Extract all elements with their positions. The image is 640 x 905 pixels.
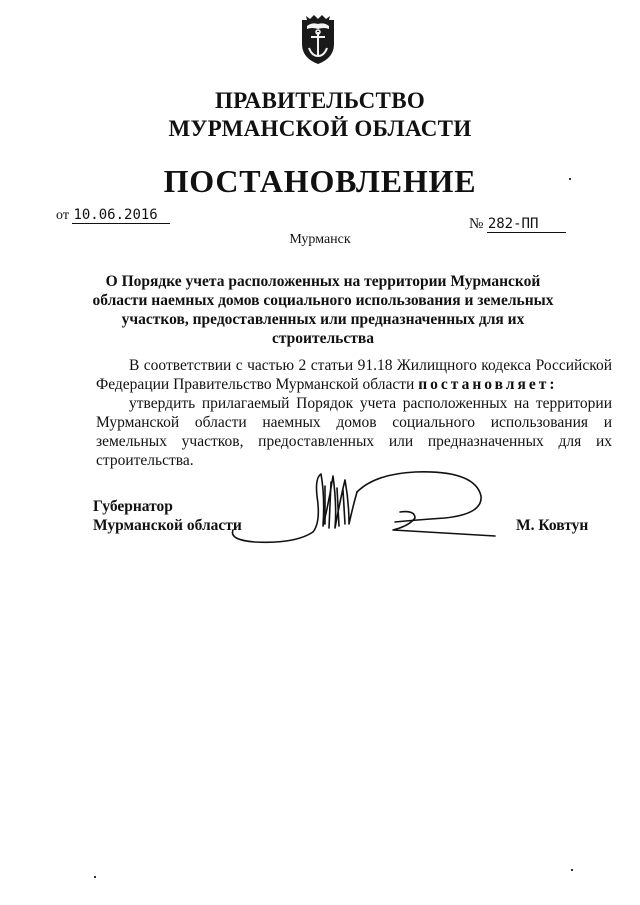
scan-speck <box>571 869 573 871</box>
body-paragraph-1-lead: В соответствии с частью 2 статьи 91.18 Жилищного кодекса Российской Федерации Правительство Мурманской области <box>96 357 612 393</box>
coat-of-arms-icon <box>298 14 338 66</box>
government-name-line1: ПРАВИТЕЛЬСТВО <box>214 88 426 113</box>
signatory-title-line1: Губернатор <box>93 498 173 515</box>
number-row <box>469 216 566 233</box>
document-type-heading: ПОСТАНОВЛЕНИЕ <box>163 163 477 199</box>
number-sign: № <box>469 216 484 232</box>
body-paragraph-2: утвердить прилагаемый Порядок учета расположенных на территории Мурманской области наемных домов социального использования и земельных участков, предоставленных или предназначенных для их строительства. <box>96 395 612 469</box>
signatory-title-line2: Мурманской области <box>93 517 242 534</box>
document-date: 10.06.2016 <box>72 207 169 224</box>
document-title: О Порядке учета расположенных на территории Мурманской области наемных домов социального использования и земельных участков, предоставленных или предназначенных для их строительства <box>92 273 554 347</box>
city-label: Мурманск <box>289 232 351 247</box>
date-prefix: от <box>56 208 69 223</box>
resolution-verb: постановляет: <box>418 376 558 393</box>
government-name-line2: МУРМАНСКОЙ ОБЛАСТИ <box>168 116 472 141</box>
scan-speck <box>569 178 571 180</box>
signatory-title <box>93 497 242 535</box>
date-row <box>56 207 170 224</box>
body-paragraph-1 <box>96 356 612 394</box>
scan-speck <box>94 876 96 878</box>
handwritten-signature <box>225 466 525 556</box>
signatory-name: М. Ковтун <box>516 517 589 534</box>
document-number: 282-ПП <box>487 216 567 233</box>
